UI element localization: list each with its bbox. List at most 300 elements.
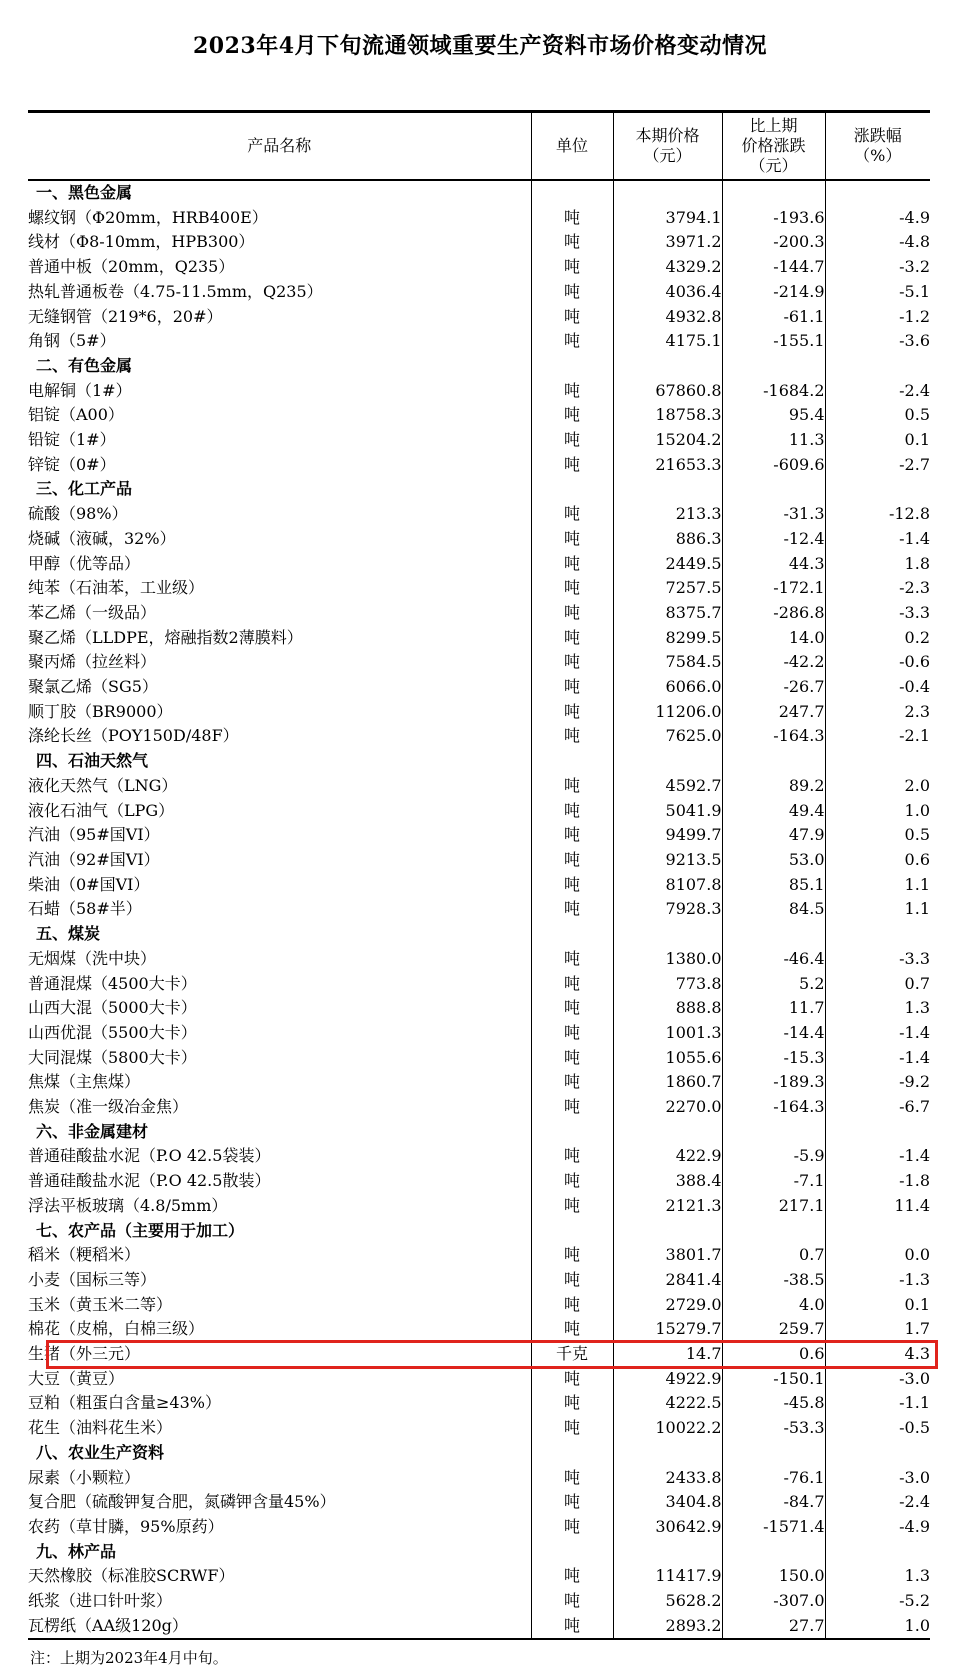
cell-price: 15204.2 <box>613 428 722 453</box>
empty-cell <box>825 1219 930 1244</box>
header-row <box>28 112 930 181</box>
cell-name: 线材（Φ8-10mm，HPB300） <box>28 232 255 252</box>
cell-change: -155.1 <box>722 329 825 354</box>
section-row <box>28 1540 930 1565</box>
column-header-line: （元） <box>643 146 692 165</box>
table-row <box>28 1490 930 1515</box>
section-title: 七、农产品（主要用于加工） <box>36 1220 245 1240</box>
table-row <box>28 576 930 601</box>
empty-cell <box>531 749 613 774</box>
cell-pct: -2.4 <box>825 379 930 404</box>
cell-price: 8299.5 <box>613 626 722 651</box>
cell-price: 11417.9 <box>613 1564 722 1589</box>
cell-change: 217.1 <box>722 1194 825 1219</box>
cell-pct: -5.2 <box>825 1589 930 1614</box>
cell-name: 汽油（95#国VI） <box>28 825 160 845</box>
cell-pct: 1.8 <box>825 552 930 577</box>
empty-cell <box>531 477 613 502</box>
cell-change: -76.1 <box>722 1466 825 1491</box>
cell-price: 9499.7 <box>613 823 722 848</box>
empty-cell <box>722 180 825 206</box>
cell-pct: -4.8 <box>825 230 930 255</box>
table-row <box>28 1268 930 1293</box>
section-title: 八、农业生产资料 <box>36 1442 165 1462</box>
cell-price: 773.8 <box>613 972 722 997</box>
cell-unit: 吨 <box>531 873 613 898</box>
cell-price: 3404.8 <box>613 1490 722 1515</box>
section-title: 九、林产品 <box>36 1541 117 1561</box>
cell-unit: 吨 <box>531 206 613 231</box>
cell-unit: 吨 <box>531 280 613 305</box>
table-row <box>28 774 930 799</box>
cell-pct: 2.0 <box>825 774 930 799</box>
cell-pct: -1.4 <box>825 527 930 552</box>
cell-price: 4036.4 <box>613 280 722 305</box>
cell-price: 1380.0 <box>613 947 722 972</box>
cell-change: -31.3 <box>722 502 825 527</box>
cell-pct: 0.0 <box>825 1243 930 1268</box>
cell-name: 普通混煤（4500大卡） <box>28 973 197 993</box>
cell-name: 大豆（黄豆） <box>28 1368 125 1388</box>
cell-change: 27.7 <box>722 1614 825 1640</box>
cell-change: 14.0 <box>722 626 825 651</box>
cell-price: 21653.3 <box>613 453 722 478</box>
cell-name: 无缝钢管（219*6，20#） <box>28 306 223 326</box>
cell-change: -150.1 <box>722 1367 825 1392</box>
column-header <box>28 112 531 181</box>
cell-name: 稻米（粳稻米） <box>28 1245 141 1265</box>
cell-change: -193.6 <box>722 206 825 231</box>
cell-price: 3971.2 <box>613 230 722 255</box>
table-row <box>28 1293 930 1318</box>
cell-pct: 0.2 <box>825 626 930 651</box>
table-row <box>28 1169 930 1194</box>
cell-change: 47.9 <box>722 823 825 848</box>
cell-name: 生猪（外三元） <box>28 1344 141 1364</box>
cell-name: 角钢（5#） <box>28 331 116 351</box>
footnote: 注：上期为2023年4月中旬。 <box>30 1649 228 1667</box>
cell-price: 5628.2 <box>613 1589 722 1614</box>
cell-pct: 1.1 <box>825 873 930 898</box>
cell-change: -53.3 <box>722 1416 825 1441</box>
cell-change: -5.9 <box>722 1144 825 1169</box>
section-title: 六、非金属建材 <box>36 1121 149 1141</box>
cell-price: 1055.6 <box>613 1046 722 1071</box>
empty-cell <box>613 1441 722 1466</box>
cell-pct: -2.3 <box>825 576 930 601</box>
cell-unit: 吨 <box>531 1268 613 1293</box>
cell-price: 8107.8 <box>613 873 722 898</box>
empty-cell <box>722 1120 825 1145</box>
cell-name: 石蜡（58#半） <box>28 899 142 919</box>
section-row <box>28 354 930 379</box>
cell-unit: 吨 <box>531 996 613 1021</box>
cell-price: 1001.3 <box>613 1021 722 1046</box>
cell-pct: 1.3 <box>825 996 930 1021</box>
cell-name: 尿素（小颗粒） <box>28 1467 141 1487</box>
cell-pct: 11.4 <box>825 1194 930 1219</box>
cell-pct: -1.1 <box>825 1391 930 1416</box>
cell-unit: 吨 <box>531 1021 613 1046</box>
cell-price: 7257.5 <box>613 576 722 601</box>
cell-change: -12.4 <box>722 527 825 552</box>
cell-name: 大同混煤（5800大卡） <box>28 1047 197 1067</box>
cell-pct: -1.4 <box>825 1144 930 1169</box>
column-header-line: 价格涨跌 <box>741 136 806 155</box>
cell-name: 小麦（国标三等） <box>28 1269 157 1289</box>
cell-name: 棉花（皮棉，白棉三级） <box>28 1319 205 1339</box>
cell-name: 普通硅酸盐水泥（P.O 42.5散装） <box>28 1171 271 1191</box>
cell-name: 铝锭（A00） <box>28 405 124 425</box>
cell-name: 纸浆（进口针叶浆） <box>28 1591 173 1611</box>
cell-name: 聚乙烯（LLDPE，熔融指数2薄膜料） <box>28 627 303 647</box>
column-header-line: （%） <box>854 146 902 165</box>
cell-pct: -1.4 <box>825 1046 930 1071</box>
cell-unit: 吨 <box>531 1243 613 1268</box>
cell-change: 0.6 <box>722 1342 825 1367</box>
cell-change: -84.7 <box>722 1490 825 1515</box>
cell-price: 15279.7 <box>613 1317 722 1342</box>
cell-name: 烧碱（液碱，32%） <box>28 528 176 548</box>
cell-name: 电解铜（1#） <box>28 380 132 400</box>
cell-price: 4932.8 <box>613 305 722 330</box>
cell-name: 螺纹钢（Φ20mm，HRB400E） <box>28 207 268 227</box>
cell-change: -1571.4 <box>722 1515 825 1540</box>
empty-cell <box>531 1219 613 1244</box>
cell-name: 苯乙烯（一级品） <box>28 602 157 622</box>
cell-unit: 吨 <box>531 1293 613 1318</box>
cell-change: -164.3 <box>722 1095 825 1120</box>
cell-name: 普通中板（20mm，Q235） <box>28 257 235 277</box>
cell-price: 2449.5 <box>613 552 722 577</box>
column-header-line: （元） <box>749 156 798 175</box>
cell-price: 18758.3 <box>613 403 722 428</box>
cell-pct: -2.7 <box>825 453 930 478</box>
cell-price: 4329.2 <box>613 255 722 280</box>
cell-unit: 吨 <box>531 1367 613 1392</box>
cell-price: 1860.7 <box>613 1070 722 1095</box>
table-row <box>28 305 930 330</box>
cell-change: -214.9 <box>722 280 825 305</box>
cell-name: 农药（草甘膦，95%原药） <box>28 1516 224 1536</box>
cell-change: -1684.2 <box>722 379 825 404</box>
empty-cell <box>825 1540 930 1565</box>
empty-cell <box>613 922 722 947</box>
table-row <box>28 675 930 700</box>
section-row <box>28 1219 930 1244</box>
cell-name: 焦炭（准一级冶金焦） <box>28 1097 189 1117</box>
cell-unit: 吨 <box>531 1070 613 1095</box>
cell-change: 49.4 <box>722 799 825 824</box>
cell-change: 259.7 <box>722 1317 825 1342</box>
section-row <box>28 749 930 774</box>
column-header-line: 比上期 <box>749 116 798 135</box>
cell-unit: 吨 <box>531 1317 613 1342</box>
table-row <box>28 724 930 749</box>
empty-cell <box>722 477 825 502</box>
cell-name: 无烟煤（洗中块） <box>28 948 157 968</box>
table-row <box>28 502 930 527</box>
page-title: 2023年4月下旬流通领域重要生产资料市场价格变动情况 <box>192 33 768 59</box>
section-title: 五、煤炭 <box>36 924 101 944</box>
cell-change: -45.8 <box>722 1391 825 1416</box>
cell-change: 84.5 <box>722 897 825 922</box>
cell-name: 涤纶长丝（POY150D/48F） <box>28 726 239 746</box>
cell-price: 4922.9 <box>613 1367 722 1392</box>
cell-change: -172.1 <box>722 576 825 601</box>
cell-price: 4175.1 <box>613 329 722 354</box>
cell-pct: -5.1 <box>825 280 930 305</box>
section-row <box>28 1441 930 1466</box>
empty-cell <box>613 1120 722 1145</box>
cell-pct: -0.5 <box>825 1416 930 1441</box>
cell-change: 85.1 <box>722 873 825 898</box>
cell-name: 锌锭（0#） <box>28 454 116 474</box>
column-header <box>531 112 613 181</box>
cell-pct: -2.1 <box>825 724 930 749</box>
table-row <box>28 799 930 824</box>
cell-pct: 2.3 <box>825 700 930 725</box>
cell-pct: -0.6 <box>825 650 930 675</box>
column-header-line: 单位 <box>555 136 588 155</box>
empty-cell <box>825 477 930 502</box>
table-row <box>28 1589 930 1614</box>
cell-price: 14.7 <box>613 1342 722 1367</box>
cell-pct: -4.9 <box>825 206 930 231</box>
cell-pct: -0.4 <box>825 675 930 700</box>
column-header <box>613 112 722 181</box>
cell-change: 247.7 <box>722 700 825 725</box>
cell-pct: -12.8 <box>825 502 930 527</box>
table-row <box>28 1070 930 1095</box>
table-row <box>28 1317 930 1342</box>
cell-unit: 吨 <box>531 972 613 997</box>
cell-change: 0.7 <box>722 1243 825 1268</box>
cell-unit: 吨 <box>531 724 613 749</box>
cell-price: 7928.3 <box>613 897 722 922</box>
cell-name: 瓦楞纸（AA级120g） <box>28 1615 188 1635</box>
table-row <box>28 626 930 651</box>
cell-unit: 吨 <box>531 601 613 626</box>
cell-name: 天然橡胶（标准胶SCRWF） <box>28 1566 235 1586</box>
cell-price: 422.9 <box>613 1144 722 1169</box>
table-row <box>28 1515 930 1540</box>
cell-change: 4.0 <box>722 1293 825 1318</box>
table-row <box>28 1416 930 1441</box>
table-row <box>28 996 930 1021</box>
empty-cell <box>613 180 722 206</box>
cell-price: 2841.4 <box>613 1268 722 1293</box>
section-title: 一、黑色金属 <box>36 183 133 202</box>
empty-cell <box>531 1120 613 1145</box>
cell-unit: 吨 <box>531 1466 613 1491</box>
cell-pct: -3.6 <box>825 329 930 354</box>
cell-unit: 吨 <box>531 947 613 972</box>
cell-unit: 吨 <box>531 1391 613 1416</box>
table-row <box>28 379 930 404</box>
cell-unit: 吨 <box>531 1194 613 1219</box>
table-header <box>28 112 930 181</box>
cell-unit: 吨 <box>531 1144 613 1169</box>
cell-unit: 吨 <box>531 1614 613 1640</box>
cell-pct: 1.0 <box>825 799 930 824</box>
cell-change: -307.0 <box>722 1589 825 1614</box>
cell-unit: 吨 <box>531 502 613 527</box>
empty-cell <box>613 477 722 502</box>
table-row <box>28 823 930 848</box>
cell-unit: 吨 <box>531 576 613 601</box>
cell-price: 3801.7 <box>613 1243 722 1268</box>
cell-change: -144.7 <box>722 255 825 280</box>
cell-name: 焦煤（主焦煤） <box>28 1072 141 1092</box>
cell-name: 甲醇（优等品） <box>28 553 141 573</box>
cell-pct: -3.2 <box>825 255 930 280</box>
cell-unit: 吨 <box>531 675 613 700</box>
cell-pct: 0.1 <box>825 428 930 453</box>
cell-change: 11.7 <box>722 996 825 1021</box>
cell-price: 2433.8 <box>613 1466 722 1491</box>
cell-price: 11206.0 <box>613 700 722 725</box>
cell-change: -15.3 <box>722 1046 825 1071</box>
column-header <box>825 112 930 181</box>
cell-unit: 吨 <box>531 1564 613 1589</box>
section-row <box>28 477 930 502</box>
cell-name: 山西优混（5500大卡） <box>28 1022 197 1042</box>
table-row <box>28 403 930 428</box>
table-row <box>28 848 930 873</box>
table-row <box>28 255 930 280</box>
cell-pct: 1.7 <box>825 1317 930 1342</box>
table-row <box>28 552 930 577</box>
section-row <box>28 1120 930 1145</box>
cell-unit: 吨 <box>531 552 613 577</box>
cell-pct: 0.6 <box>825 848 930 873</box>
table-row <box>28 1391 930 1416</box>
cell-price: 4592.7 <box>613 774 722 799</box>
cell-unit: 吨 <box>531 650 613 675</box>
empty-cell <box>825 749 930 774</box>
cell-name: 液化天然气（LNG） <box>28 775 178 795</box>
table-row <box>28 1095 930 1120</box>
cell-unit: 吨 <box>531 527 613 552</box>
empty-cell <box>613 749 722 774</box>
cell-unit: 吨 <box>531 453 613 478</box>
cell-unit: 吨 <box>531 848 613 873</box>
cell-pct: 0.1 <box>825 1293 930 1318</box>
cell-price: 5041.9 <box>613 799 722 824</box>
cell-change: -609.6 <box>722 453 825 478</box>
cell-price: 6066.0 <box>613 675 722 700</box>
section-row <box>28 180 930 206</box>
cell-price: 2270.0 <box>613 1095 722 1120</box>
cell-price: 888.8 <box>613 996 722 1021</box>
cell-change: -286.8 <box>722 601 825 626</box>
cell-price: 2729.0 <box>613 1293 722 1318</box>
table-row <box>28 1342 930 1367</box>
cell-unit: 吨 <box>531 823 613 848</box>
cell-unit: 吨 <box>531 1416 613 1441</box>
cell-unit: 吨 <box>531 379 613 404</box>
cell-pct: -9.2 <box>825 1070 930 1095</box>
cell-price: 9213.5 <box>613 848 722 873</box>
cell-pct: -2.4 <box>825 1490 930 1515</box>
table-row <box>28 1021 930 1046</box>
cell-pct: 0.7 <box>825 972 930 997</box>
cell-change: -46.4 <box>722 947 825 972</box>
cell-price: 2121.3 <box>613 1194 722 1219</box>
cell-unit: 千克 <box>531 1342 613 1367</box>
cell-change: -7.1 <box>722 1169 825 1194</box>
empty-cell <box>722 922 825 947</box>
cell-name: 聚氯乙烯（SG5） <box>28 677 158 697</box>
cell-price: 3794.1 <box>613 206 722 231</box>
table-row <box>28 1367 930 1392</box>
cell-unit: 吨 <box>531 305 613 330</box>
empty-cell <box>531 180 613 206</box>
column-header-line: 产品名称 <box>247 136 312 155</box>
cell-pct: -3.0 <box>825 1367 930 1392</box>
cell-change: -164.3 <box>722 724 825 749</box>
cell-name: 硫酸（98%） <box>28 504 128 524</box>
cell-unit: 吨 <box>531 799 613 824</box>
empty-cell <box>825 1441 930 1466</box>
empty-cell <box>531 1540 613 1565</box>
table-row <box>28 972 930 997</box>
cell-change: -61.1 <box>722 305 825 330</box>
cell-change: 53.0 <box>722 848 825 873</box>
cell-pct: 0.5 <box>825 403 930 428</box>
empty-cell <box>722 749 825 774</box>
cell-pct: -6.7 <box>825 1095 930 1120</box>
cell-unit: 吨 <box>531 774 613 799</box>
table-row <box>28 280 930 305</box>
table-row <box>28 1243 930 1268</box>
cell-price: 4222.5 <box>613 1391 722 1416</box>
cell-pct: 1.1 <box>825 897 930 922</box>
empty-cell <box>722 1219 825 1244</box>
cell-change: 44.3 <box>722 552 825 577</box>
cell-change: 89.2 <box>722 774 825 799</box>
cell-unit: 吨 <box>531 1169 613 1194</box>
cell-pct: 0.5 <box>825 823 930 848</box>
cell-unit: 吨 <box>531 1589 613 1614</box>
cell-pct: -3.3 <box>825 601 930 626</box>
column-header <box>722 112 825 181</box>
cell-change: -189.3 <box>722 1070 825 1095</box>
cell-price: 388.4 <box>613 1169 722 1194</box>
cell-change: -14.4 <box>722 1021 825 1046</box>
table-row <box>28 1046 930 1071</box>
section-title: 四、石油天然气 <box>36 751 149 771</box>
table-row <box>28 947 930 972</box>
cell-price: 67860.8 <box>613 379 722 404</box>
cell-unit: 吨 <box>531 1046 613 1071</box>
table-row <box>28 1564 930 1589</box>
section-row <box>28 922 930 947</box>
cell-name: 聚丙烯（拉丝料） <box>28 652 157 672</box>
table-row <box>28 1614 930 1640</box>
cell-price: 7584.5 <box>613 650 722 675</box>
section-title: 三、化工产品 <box>36 479 133 499</box>
table-row <box>28 650 930 675</box>
table-row <box>28 329 930 354</box>
cell-name: 山西大混（5000大卡） <box>28 998 197 1018</box>
table-row <box>28 700 930 725</box>
cell-price: 2893.2 <box>613 1614 722 1640</box>
cell-change: 150.0 <box>722 1564 825 1589</box>
cell-name: 液化石油气（LPG） <box>28 800 175 820</box>
cell-price: 7625.0 <box>613 724 722 749</box>
